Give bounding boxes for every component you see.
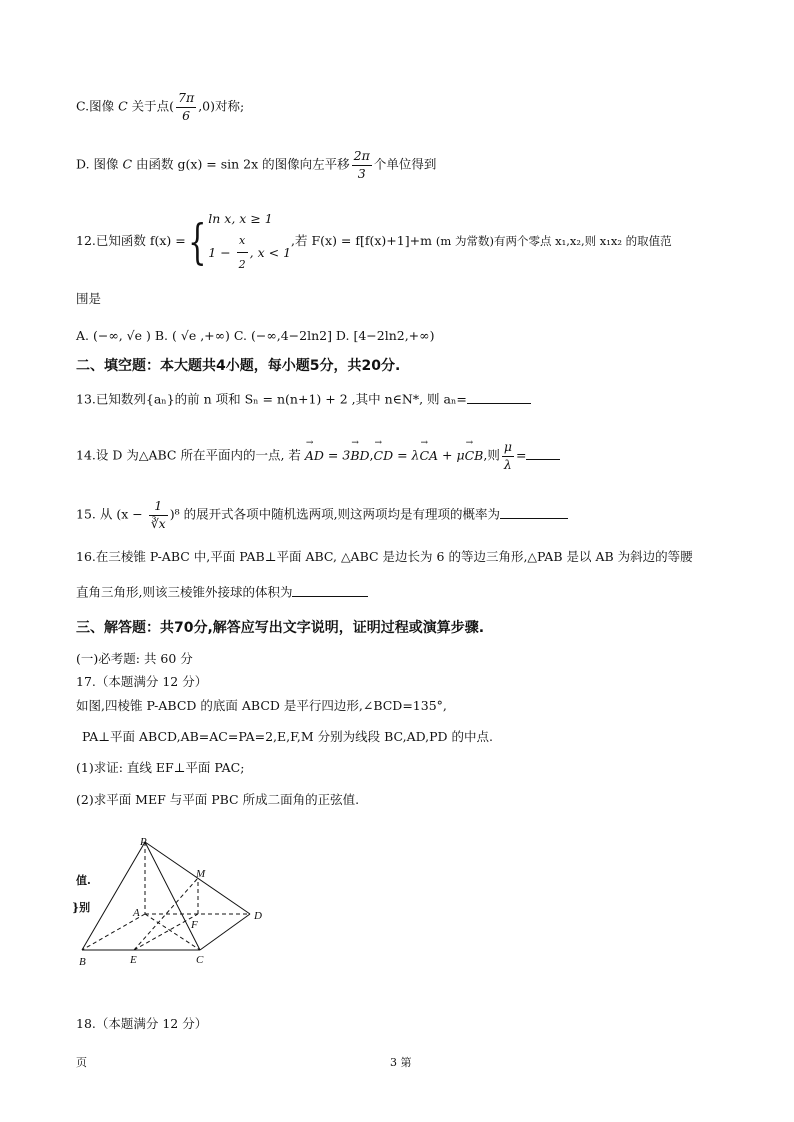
label-m: M [196,868,206,880]
question-17-part1: (1)求证: 直线 EF⊥平面 PAC; [76,760,245,775]
label-d: D [254,910,262,922]
question-17-line2: PA⊥平面 ABCD,AB=AC=PA=2,E,F,M 分别为线段 BC,AD,PD 的中点. [82,729,494,744]
question-13: 13.已知数列{aₙ}的前 n 项和 Sₙ = n(n+1) + 2 ,其中 n∈N*, 则 aₙ= [76,390,531,406]
part-1-heading: (一)必考题: 共 60 分 [76,651,193,666]
question-16-line1: 16.在三棱锥 P-ABC 中,平面 PAB⊥平面 ABC, △ABC 是边长为 6 的等边三角形,△PAB 是以 AB 为斜边的等腰 [76,549,693,564]
label-a: A [133,907,140,919]
label-p: P [140,836,147,848]
pyramid-figure [70,832,280,972]
question-15: 15. 从 (x − $\frac{1}{∛x}$ )⁸ 的展开式各项中随机选两项,则这两项均是有理项的概率为 [76,500,568,530]
question-14: 14.设 D 为△ABC 所在平面内的一点, 若 → AD = 3→ BD,→ CD = λ→ CA + μ→ CB,则 $\frac{\mu}{\lambda}$ = [76,441,560,471]
question-12-options: A. (−∞, √e ) B. ( √e ,+∞) C. (−∞,4−2ln2] D. [4−2ln2,+∞) [76,328,435,343]
question-18-heading: 18.（本题满分 12 分） [76,1016,208,1031]
figure-stray-text-1: 值. [76,874,91,887]
question-12: 12.已知函数 f(x) ={ ln x, x ≥ 1 1 − $\frac{x}{2}$ , x < 1 ,若 F(x) = f[f(x)+1]+m (m 为常数)有两个零点 x₁,x₂,则 x₁x₂ 的取值范 [76,211,672,272]
question-16-line2: 直角三角形,则该三棱锥外接球的体积为 [76,583,368,599]
section-3-heading: 三、解答题：共70分,解答应写出文字说明，证明过程或演算步骤. [76,620,485,636]
question-17-part2: (2)求平面 MEF 与平面 PBC 所成二面角的正弦值. [76,792,360,807]
label-b: B [79,956,86,968]
figure-stray-text-2: }别 [72,901,91,914]
label-e: E [130,954,137,966]
label-c: C [196,954,204,966]
question-12-cont: 围是 [76,291,102,306]
q11-option-d: D. 图像 C 由函数 g(x) = sin 2x 的图像向左平移 $\frac{2\pi}{3}$ 个单位得到 [76,148,437,181]
page-number: 3 第 [390,1056,412,1069]
question-17-line1: 如图,四棱锥 P-ABCD 的底面 ABCD 是平行四边形,∠BCD=135°, [76,698,447,713]
section-2-heading: 二、填空题：本大题共4小题，每小题5分，共20分. [76,358,401,374]
footer-left: 页 [76,1056,87,1069]
label-f: F [191,919,198,931]
q11-option-c: C.图像 C 关于点( $\frac{7\pi}{6}$ ,0)对称; [76,90,245,123]
question-17-heading: 17.（本题满分 12 分） [76,674,208,689]
